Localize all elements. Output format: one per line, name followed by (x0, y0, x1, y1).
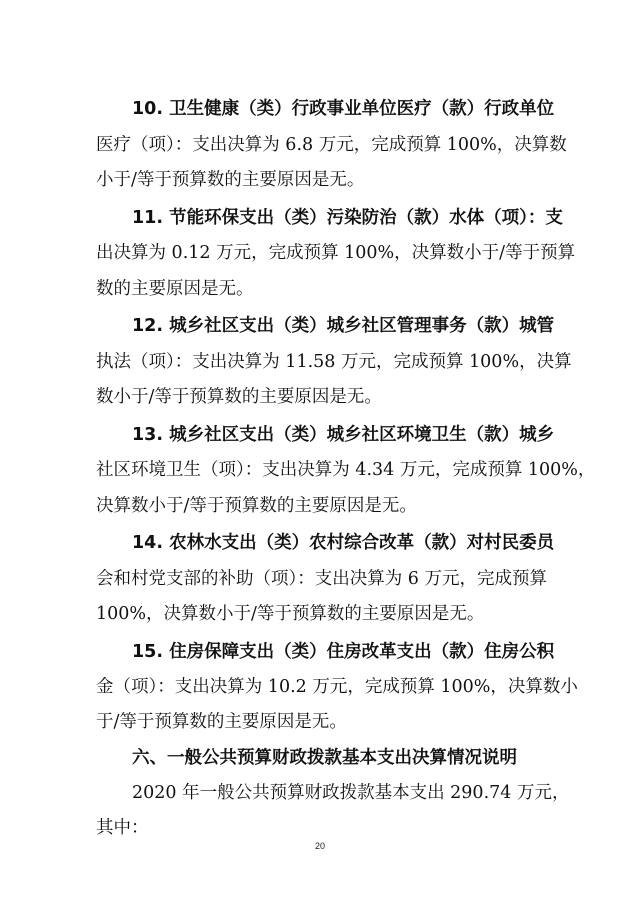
item-11-heading: 11. 节能环保支出（类）污染防治（款）水体（项）：支 (132, 208, 563, 228)
item-15-heading: 15. 住房保障支出（类）住房改革支出（款）住房公积 (132, 642, 555, 662)
page-number: 20 (314, 841, 325, 851)
section-heading: 六、一般公共预算财政拨款基本支出决算情况说明 (132, 748, 517, 768)
item-10-heading: 10. 卫生健康（类）行政事业单位医疗（款）行政单位 (132, 99, 555, 119)
item-10-line-2: 医疗（项）：支出决算为 6.8 万元，完成预算 100%，决算数 (96, 135, 567, 155)
item-11-line-3: 数的主要原因是无。 (96, 279, 254, 299)
item-14-line-2: 会和村党支部的补助（项）：支出决算为 6 万元，完成预算 (96, 569, 548, 589)
item-12-line-3: 数小于/等于预算数的主要原因是无。 (96, 387, 382, 407)
item-11-line-2: 出决算为 0.12 万元，完成预算 100%，决算数小于/等于预算 (96, 243, 576, 263)
item-13-heading: 13. 城乡社区支出（类）城乡社区环境卫生（款）城乡 (132, 425, 555, 445)
summary-line-2: 其中： (96, 818, 149, 838)
item-15-line-2: 金（项）：支出决算为 10.2 万元，完成预算 100%，决算数小 (96, 677, 578, 697)
summary-line-1: 2020 年一般公共预算财政拨款基本支出 290.74 万元， (132, 783, 570, 803)
item-15-line-3: 于/等于预算数的主要原因是无。 (96, 712, 347, 732)
item-13-line-2: 社区环境卫生（项）：支出决算为 4.34 万元，完成预算 100%， (96, 460, 596, 480)
item-12-heading: 12. 城乡社区支出（类）城乡社区管理事务（款）城管 (132, 316, 555, 336)
item-14-line-3: 100%，决算数小于/等于预算数的主要原因是无。 (96, 604, 485, 624)
item-14-heading: 14. 农林水支出（类）农村综合改革（款）对村民委员 (132, 533, 555, 553)
item-10-line-3: 小于/等于预算数的主要原因是无。 (96, 170, 365, 190)
item-13-line-3: 决算数小于/等于预算数的主要原因是无。 (96, 496, 417, 516)
item-12-line-2: 执法（项）：支出决算为 11.58 万元，完成预算 100%，决算 (96, 352, 572, 372)
